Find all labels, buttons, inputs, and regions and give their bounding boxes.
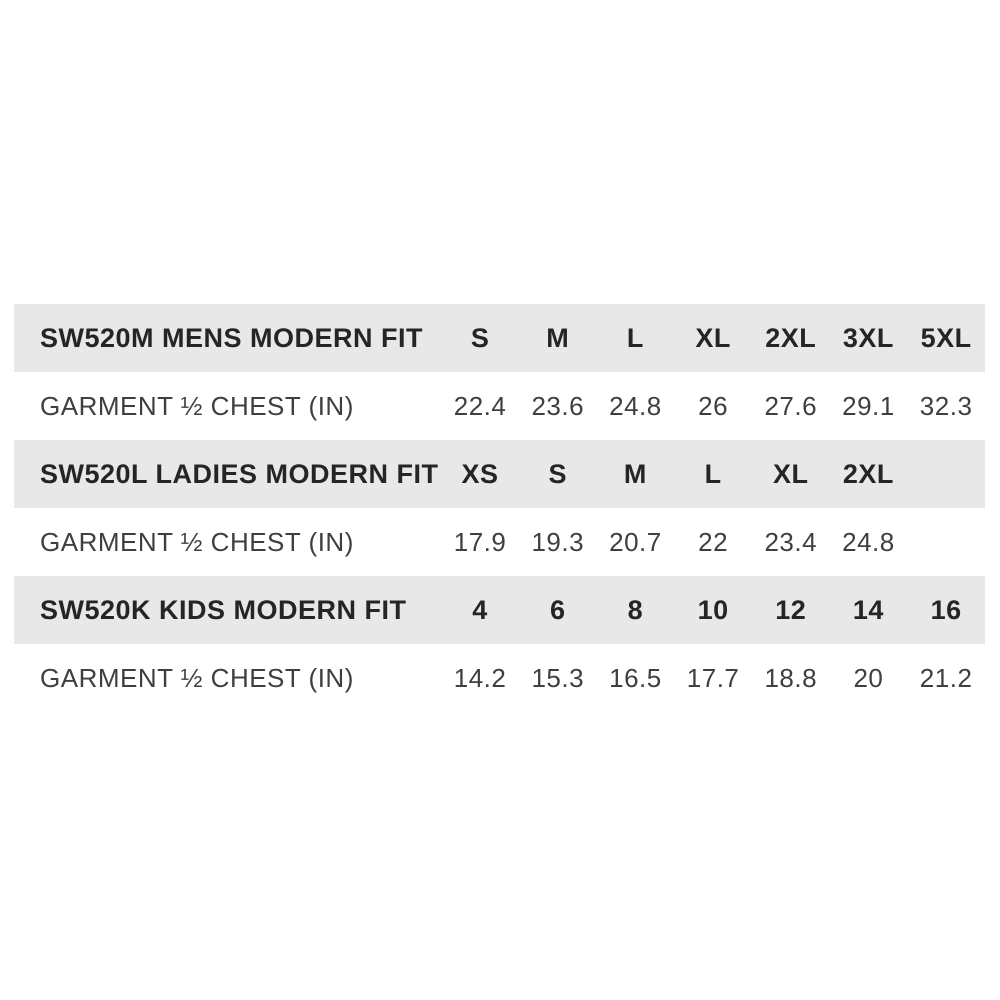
chest-measurement-value: 32.3 <box>919 390 973 421</box>
measurement-row-mens <box>14 372 985 440</box>
size-column-label: 12 <box>775 594 807 625</box>
chest-measurement-value: 20 <box>853 662 884 693</box>
chest-measurement-value: 22 <box>698 526 729 557</box>
measurement-row-ladies <box>14 508 985 576</box>
chest-measurement-value: 23.6 <box>531 390 585 421</box>
section-header-row-ladies <box>14 440 985 508</box>
size-column-label: XS <box>461 458 499 489</box>
chest-measurement-value: 29.1 <box>842 390 895 421</box>
chest-measurement-value: 18.8 <box>764 662 818 693</box>
chest-measurement-value: 17.7 <box>686 662 740 693</box>
section-title-kids: SW520K KIDS MODERN FIT <box>40 594 407 625</box>
size-column-label: L <box>626 322 644 353</box>
size-column-label: 3XL <box>842 322 894 353</box>
size-column-label: L <box>704 458 722 489</box>
section-title-mens: SW520M MENS MODERN FIT <box>40 322 424 353</box>
chest-measurement-value: 24.8 <box>842 526 895 557</box>
measurement-label-mens: GARMENT ½ CHEST (IN) <box>40 390 354 421</box>
measurement-label-ladies: GARMENT ½ CHEST (IN) <box>40 526 354 557</box>
size-chart-table <box>14 304 985 712</box>
chest-measurement-value: 23.4 <box>764 526 818 557</box>
chest-measurement-value: 21.2 <box>919 662 973 693</box>
size-column-label: 2XL <box>765 322 817 353</box>
chest-measurement-value: 20.7 <box>609 526 662 557</box>
chest-measurement-value: 27.6 <box>764 390 818 421</box>
chest-measurement-value: 22.4 <box>453 390 507 421</box>
size-column-label: XL <box>695 322 731 353</box>
chest-measurement-value: 26 <box>698 390 729 421</box>
size-column-label: 8 <box>627 594 644 625</box>
size-column-label: M <box>623 458 647 489</box>
size-column-label: XL <box>773 458 809 489</box>
size-column-label: 5XL <box>920 322 972 353</box>
size-column-label: 16 <box>930 594 962 625</box>
measurement-label-kids: GARMENT ½ CHEST (IN) <box>40 662 354 693</box>
chest-measurement-value: 17.9 <box>453 526 507 557</box>
section-header-row-kids <box>14 576 985 644</box>
chest-measurement-value: 14.2 <box>453 662 507 693</box>
measurement-row-kids <box>14 644 985 712</box>
chest-measurement-value: 15.3 <box>531 662 585 693</box>
section-title-ladies: SW520L LADIES MODERN FIT <box>40 458 439 489</box>
size-column-label: M <box>546 322 570 353</box>
chest-measurement-value: 24.8 <box>609 390 662 421</box>
size-column-label: 14 <box>852 594 884 625</box>
size-column-label: 6 <box>549 594 566 625</box>
section-header-row-mens <box>14 304 985 372</box>
size-column-label: S <box>548 458 567 489</box>
size-column-label: S <box>470 322 490 353</box>
size-column-label: 10 <box>697 594 729 625</box>
chest-measurement-value: 16.5 <box>609 662 662 693</box>
size-column-label: 2XL <box>842 458 894 489</box>
size-column-label: 4 <box>472 594 488 625</box>
chest-measurement-value: 19.3 <box>531 526 585 557</box>
